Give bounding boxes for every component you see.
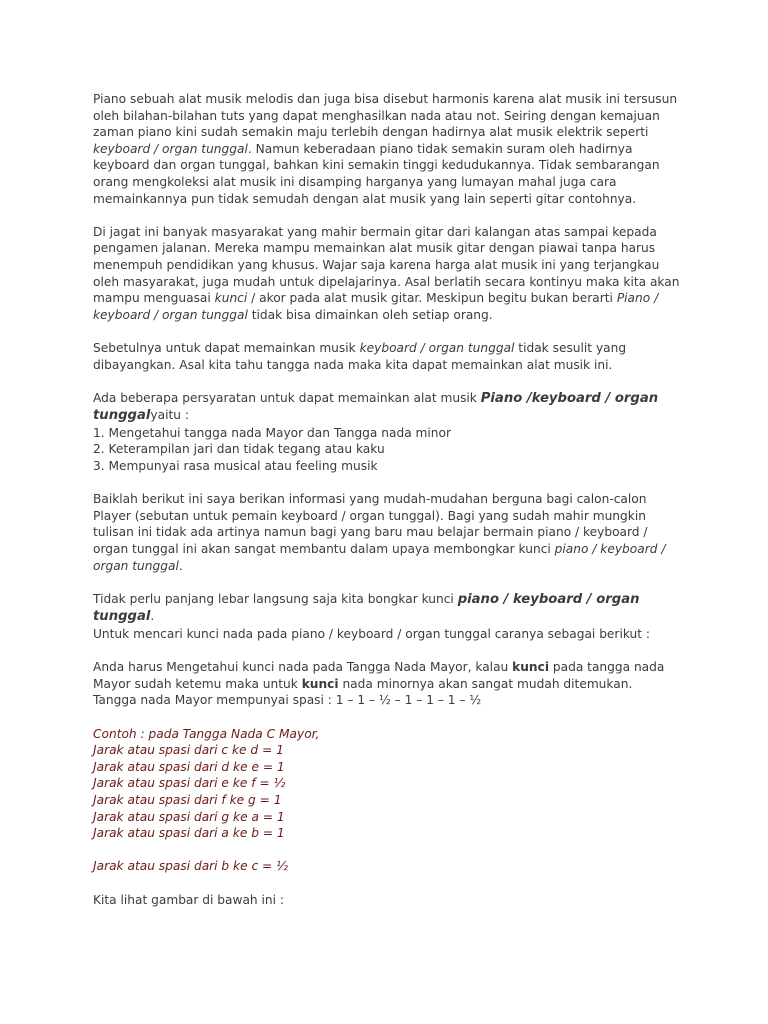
text-run: yaitu : <box>150 408 189 423</box>
emphasis-text: Piano / keyboard / organ tunggal <box>93 291 659 322</box>
example-heading: Contoh : pada Tangga Nada C Mayor, <box>93 726 320 741</box>
paragraph-intro-piano <box>93 91 683 207</box>
example-line: Jarak atau spasi dari a ke b = 1 <box>93 826 285 841</box>
spacer <box>93 842 683 859</box>
requirements-list <box>93 425 683 475</box>
example-line: Jarak atau spasi dari f ke g = 1 <box>93 792 282 807</box>
example-line: Jarak atau spasi dari e ke f = ½ <box>93 776 286 791</box>
example-line: Jarak atau spasi dari c ke d = 1 <box>93 743 284 758</box>
paragraph-bongkar <box>93 591 683 643</box>
strong-text: kunci <box>301 676 339 691</box>
strong-text: kunci <box>512 660 550 675</box>
text-run: Tidak perlu panjang lebar langsung saja kita bongkar kunci <box>93 591 458 606</box>
text-run: . Namun keberadaan piano tidak semakin suram oleh hadirnya keyboard dan organ tunggal, bahkan kini semakin tinggi kedudukannya. Tidak sembarangan orang mengkoleksi alat musik ini disamping harganya yang lumayan mahal juga cara memainkannya pun tidak semudah dengan alat musik yang lain seperti gitar contohnya. <box>93 141 660 206</box>
text-run: . <box>150 609 155 624</box>
example-block <box>93 726 683 875</box>
document-body <box>93 91 683 908</box>
closing-line: Kita lihat gambar di bawah ini : <box>93 892 284 907</box>
text-run: / akor pada alat musik gitar. Meskipun begitu bukan berarti <box>247 291 617 306</box>
paragraph-info <box>93 491 683 574</box>
text-line: Untuk mencari kunci nada pada piano / keyboard / organ tunggal caranya sebagai berikut : <box>93 627 650 641</box>
text-run: tidak bisa dimainkan oleh setiap orang. <box>247 307 493 322</box>
paragraph-major-scale <box>93 659 683 709</box>
text-run: Di jagat ini banyak masyarakat yang mahir bermain gitar dari kalangan atas sampai kepada pengamen jalanan. Mereka mampu memainkan alat musik gitar dengan piawai tanpa harus menempuh pendidikan yang khusus. Wajar saja karena harga alat musik ini yang terjangkau oleh masyarakat, juga mudah untuk dipelajarinya. Asal berlatih secara kontinyu maka kita akan mampu menguasai <box>93 224 680 306</box>
emphasis-text: piano / keyboard / organ tunggal <box>93 542 666 573</box>
list-item: 1. Mengetahui tangga nada Mayor dan Tangga nada minor <box>93 425 451 440</box>
paragraph-guitar <box>93 224 683 324</box>
emphasis-text: keyboard / organ tunggal <box>359 340 515 355</box>
paragraph-keyboard <box>93 340 683 373</box>
list-item: 2. Keterampilan jari dan tidak tegang atau kaku <box>93 442 385 457</box>
text-run: Baiklah berikut ini saya berikan informasi yang mudah-mudahan berguna bagi calon-calon Player (sebutan untuk pemain keyboard / organ tunggal). Bagi yang sudah mahir mungkin tulisan ini tidak ada artinya namun bagi yang baru mau belajar bermain piano / keyboard / organ tunggal ini akan sangat membantu dalam upaya membongkar kunci <box>93 492 648 557</box>
text-run: . <box>178 558 183 573</box>
text-run: pada tangga nada Mayor sudah ketemu maka untuk <box>93 660 665 691</box>
strong-text: piano / keyboard / organ tunggal <box>93 591 640 625</box>
text-run: Piano sebuah alat musik melodis dan juga bisa disebut harmonis karena alat musik ini tersusun oleh bilahan-bilahan tuts yang dapat menghasilkan nada atau not. Seiring dengan kemajuan zaman piano kini sudah semakin maju terlebih dengan hadirnya alat musik elektrik seperti <box>93 92 678 140</box>
emphasis-text: keyboard / organ tunggal <box>93 141 248 156</box>
text-run: Sebetulnya untuk dapat memainkan musik <box>93 340 360 355</box>
list-item: 3. Mempunyai rasa musical atau feeling musik <box>93 459 378 474</box>
text-run: nada minornya akan sangat mudah ditemukan. <box>338 676 633 691</box>
strong-text: Piano /keyboard / organ tunggal <box>93 390 659 424</box>
text-line: Tangga nada Mayor mempunyai spasi : 1 – 1 – ½ – 1 – 1 – 1 – ½ <box>93 693 482 708</box>
text-run: tidak sesulit yang dibayangkan. Asal kita tahu tangga nada maka kita dapat memainkan alat musik ini. <box>93 340 627 372</box>
example-line: Jarak atau spasi dari d ke e = 1 <box>93 759 285 774</box>
text-run: Ada beberapa persyaratan untuk dapat memainkan alat musik <box>93 390 481 405</box>
emphasis-text: kunci <box>214 291 248 306</box>
text-run: Anda harus Mengetahui kunci nada pada Tangga Nada Mayor, kalau <box>93 660 513 675</box>
example-line: Jarak atau spasi dari b ke c = ½ <box>93 859 288 874</box>
example-line: Jarak atau spasi dari g ke a = 1 <box>93 809 285 824</box>
paragraph-requirements <box>93 390 683 475</box>
